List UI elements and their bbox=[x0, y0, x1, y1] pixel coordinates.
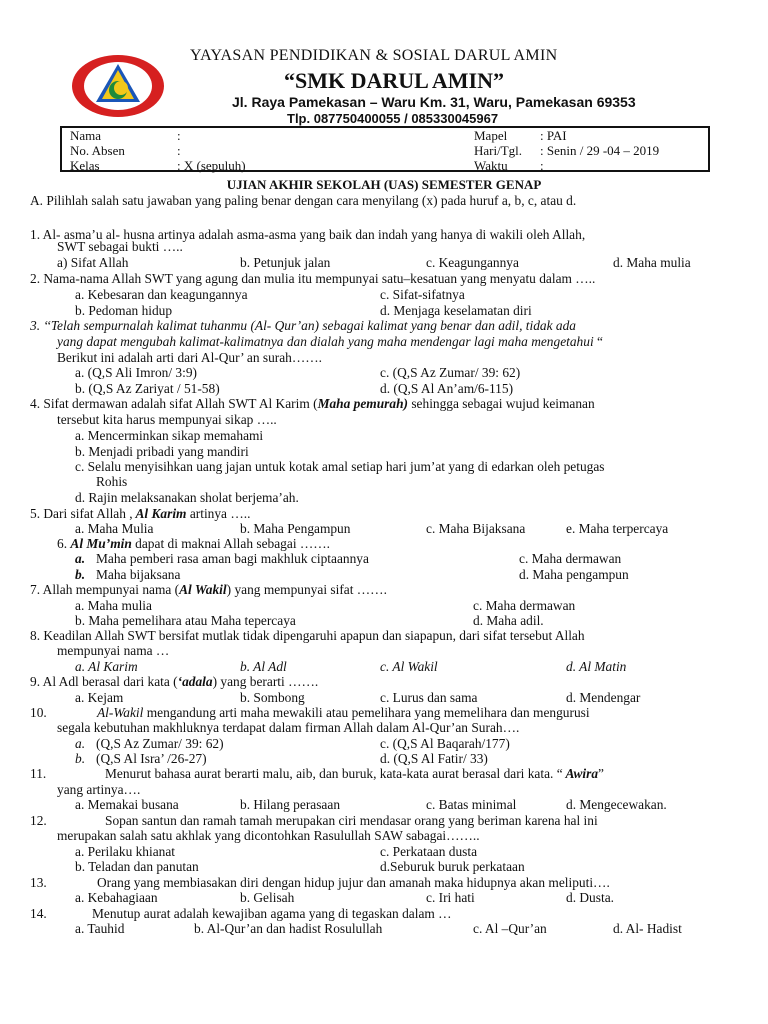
q6-option-d: d. Maha pengampun bbox=[519, 567, 629, 582]
q11-option-c: c. Batas minimal bbox=[426, 797, 517, 812]
q2-option-c: c. Sifat-sifatnya bbox=[380, 287, 465, 302]
q12-option-c: c. Perkataan dusta bbox=[380, 844, 478, 859]
q2-option-d: d. Menjaga keselamatan diri bbox=[380, 303, 532, 318]
q1-option-d: d. Maha mulia bbox=[613, 255, 691, 270]
q1-text-2: SWT sebagai bukti ….. bbox=[57, 239, 183, 254]
q12-text: Sopan santun dan ramah tamah merupakan ciri mendasar orang yang beriman karena hal ini bbox=[105, 813, 598, 828]
q2-text: 2. Nama-nama Allah SWT yang agung dan mulia itu mempunyai satu–kesatuan yang menyatu dalam ….. bbox=[30, 271, 596, 286]
foundation-name: YAYASAN PENDIDIKAN & SOSIAL DARUL AMIN bbox=[190, 47, 558, 64]
q9-option-b: b. Sombong bbox=[240, 690, 305, 705]
q11-number: 11. bbox=[30, 766, 47, 781]
q10-option-a-letter: a. bbox=[75, 736, 86, 751]
q10-text-2: segala kebutuhan makhluknya terdapat dalam firman Allah dalam Al-Qur’an Surah…. bbox=[57, 720, 520, 735]
q10-option-c: c. (Q,S Al Baqarah/177) bbox=[380, 736, 510, 751]
q8-text-2: mempunyai nama … bbox=[57, 643, 170, 658]
q13-number: 13. bbox=[30, 875, 47, 890]
q6-option-a-letter: a. bbox=[75, 551, 86, 566]
q12-number: 12. bbox=[30, 813, 47, 828]
q6-option-b: Maha bijaksana bbox=[96, 567, 181, 582]
q14-option-d: d. Al- Hadist bbox=[613, 921, 682, 936]
q4-text: 4. Sifat dermawan adalah sifat Allah SWT Al Karim (Maha pemurah) sehingga sebagai wujud keimanan bbox=[30, 396, 595, 411]
q13-option-b: b. Gelisah bbox=[240, 890, 295, 905]
q4-option-b: b. Menjadi pribadi yang mandiri bbox=[75, 444, 249, 459]
q12-text-2: merupakan salah satu akhlak yang dicontohkan Rasulullah SAW sabagai…….. bbox=[57, 828, 480, 843]
q10-number: 10. bbox=[30, 705, 47, 720]
absen-label: No. Absen bbox=[70, 143, 125, 158]
q6-option-a: Maha pemberi rasa aman bagi makhluk ciptaannya bbox=[96, 551, 369, 566]
q5-option-d: e. Maha terpercaya bbox=[566, 521, 669, 536]
q10-option-b: (Q,S Al Isra’ /26-27) bbox=[96, 751, 207, 766]
q1-text: 1. Al- asma’u al- husna artinya adalah asma-asma yang baik dan indah yang hanya di wakili oleh Allah, bbox=[30, 227, 586, 242]
hari-label: Hari/Tgl. bbox=[474, 143, 523, 158]
q7-option-d: d. Maha adil. bbox=[473, 613, 544, 628]
q13-option-c: c. Iri hati bbox=[426, 890, 475, 905]
q2-option-a: a. Kebesaran dan keagungannya bbox=[75, 287, 248, 302]
q4-option-d: d. Rajin melaksanakan sholat berjema’ah. bbox=[75, 490, 299, 505]
q3-option-a: a. (Q,S Ali Imron/ 3:9) bbox=[75, 365, 197, 380]
mapel-label: Mapel bbox=[474, 128, 508, 143]
q10-option-a: (Q,S Az Zumar/ 39: 62) bbox=[96, 736, 224, 751]
q4-option-c-2: Rohis bbox=[96, 474, 128, 489]
q3-text-2: yang dapat mengubah kalimat-kalimatnya dan dialah yang maha mendengar lagi maha mengetahui “ bbox=[57, 334, 603, 349]
q4-text-2: tersebut kita harus mempunyai sikap ….. bbox=[57, 412, 277, 427]
q5-option-a: a. Maha Mulia bbox=[75, 521, 154, 536]
q1-option-a: a) Sifat Allah bbox=[57, 255, 129, 270]
q3-option-d: d. (Q,S Al An’am/6-115) bbox=[380, 381, 514, 396]
q6-option-c: c. Maha dermawan bbox=[519, 551, 622, 566]
q3-text-3: Berikut ini adalah arti dari Al-Qur’ an surah……. bbox=[57, 350, 323, 365]
exam-instruction: A. Pilihlah salah satu jawaban yang paling benar dengan cara menyilang (x) pada huruf a, b, c, atau d. bbox=[30, 193, 577, 208]
q3-text: 3. ‘‘Telah sempurnalah kalimat tuhanmu (Al- Qur’an) sebagai kalimat yang benar dan adil, tidak ada bbox=[30, 318, 576, 333]
q5-text: 5. Dari sifat Allah , Al Karim artinya ….. bbox=[30, 506, 251, 521]
nama-colon: : bbox=[177, 128, 181, 143]
waktu-value: : bbox=[540, 158, 544, 173]
q14-number: 14. bbox=[30, 906, 47, 921]
q11-text: Menurut bahasa aurat berarti malu, aib, dan buruk, kata-kata aurat berasal dari kata. “ Awira” bbox=[105, 766, 604, 781]
q12-option-b: b. Teladan dan panutan bbox=[75, 859, 199, 874]
q11-text-2: yang artinya…. bbox=[57, 782, 141, 797]
school-phone: Tlp. 087750400055 / 085330045967 bbox=[287, 111, 499, 126]
q1-option-c: c. Keagungannya bbox=[426, 255, 519, 270]
q7-option-a: a. Maha mulia bbox=[75, 598, 152, 613]
q10-text: Al-Wakil mengandung arti maha mewakili atau pemelihara yang memelihara dan mengurusi bbox=[97, 705, 590, 720]
q13-option-a: a. Kebahagiaan bbox=[75, 890, 158, 905]
q5-option-c: c. Maha Bijaksana bbox=[426, 521, 526, 536]
q10-option-b-letter: b. bbox=[75, 751, 86, 766]
q14-option-a: a. Tauhid bbox=[75, 921, 125, 936]
q11-option-a: a. Memakai busana bbox=[75, 797, 179, 812]
q3-option-c: c. (Q,S Az Zumar/ 39: 62) bbox=[380, 365, 521, 380]
q4-option-c: c. Selalu menyisihkan uang jajan untuk kotak amal setiap hari jum’at yang di edarkan oleh petugas bbox=[75, 459, 605, 474]
q14-option-b: b. Al-Qur’an dan hadist Rosulullah bbox=[194, 921, 383, 936]
q7-text: 7. Allah mempunyai nama (Al Wakil) yang mempunyai sifat ……. bbox=[30, 582, 387, 597]
exam-title: UJIAN AKHIR SEKOLAH (UAS) SEMESTER GENAP bbox=[226, 177, 542, 192]
waktu-label: Waktu bbox=[474, 158, 508, 173]
q8-text: 8. Keadilan Allah SWT bersifat mutlak tidak dipengaruhi apapun dan siapapun, dari sifat tersebut Allah bbox=[30, 628, 585, 643]
q14-option-c: c. Al –Qur’an bbox=[473, 921, 547, 936]
q12-option-d: d.Seburuk buruk perkataan bbox=[380, 859, 525, 874]
hari-value: : Senin / 29 -04 – 2019 bbox=[540, 143, 660, 158]
absen-colon: : bbox=[177, 143, 181, 158]
q8-option-c: c. Al Wakil bbox=[380, 659, 438, 674]
q8-option-d: d. Al Matin bbox=[566, 659, 627, 674]
q5-option-b: b. Maha Pengampun bbox=[240, 521, 351, 536]
q4-option-a: a. Mencerminkan sikap memahami bbox=[75, 428, 264, 443]
q10-option-d: d. (Q,S Al Fatir/ 33) bbox=[380, 751, 488, 766]
q11-option-b: b. Hilang perasaan bbox=[240, 797, 341, 812]
mapel-value: : PAI bbox=[540, 128, 567, 143]
q13-option-d: d. Dusta. bbox=[566, 890, 614, 905]
q7-option-b: b. Maha pemelihara atau Maha tepercaya bbox=[75, 613, 296, 628]
q2-option-b: b. Pedoman hidup bbox=[75, 303, 173, 318]
q13-text: Orang yang membiasakan diri dengan hidup jujur dan amanah maka hidupnya akan meliputi…. bbox=[97, 875, 610, 890]
kelas-value: : X (sepuluh) bbox=[177, 158, 246, 173]
nama-label: Nama bbox=[70, 128, 102, 143]
q8-option-a: a. Al Karim bbox=[75, 659, 138, 674]
q6-option-b-letter: b. bbox=[75, 567, 86, 582]
q1-option-b: b. Petunjuk jalan bbox=[240, 255, 331, 270]
q3-option-b: b. (Q,S Az Zariyat / 51-58) bbox=[75, 381, 220, 396]
school-name: “SMK DARUL AMIN” bbox=[283, 68, 504, 93]
q8-option-b: b. Al Adl bbox=[240, 659, 287, 674]
q11-option-d: d. Mengecewakan. bbox=[566, 797, 667, 812]
school-address: Jl. Raya Pamekasan – Waru Km. 31, Waru, Pamekasan 69353 bbox=[232, 94, 636, 110]
q14-text: Menutup aurat adalah kewajiban agama yang di tegaskan dalam … bbox=[92, 906, 452, 921]
q9-option-a: a. Kejam bbox=[75, 690, 124, 705]
q9-option-d: d. Mendengar bbox=[566, 690, 641, 705]
q9-text: 9. Al Adl berasal dari kata (‘adala) yang berarti ……. bbox=[30, 674, 319, 689]
q6-text: 6. Al Mu’min dapat di maknai Allah sebagai ……. bbox=[57, 536, 331, 551]
q9-option-c: c. Lurus dan sama bbox=[380, 690, 478, 705]
q12-option-a: a. Perilaku khianat bbox=[75, 844, 176, 859]
kelas-label: Kelas bbox=[70, 158, 100, 173]
q7-option-c: c. Maha dermawan bbox=[473, 598, 576, 613]
